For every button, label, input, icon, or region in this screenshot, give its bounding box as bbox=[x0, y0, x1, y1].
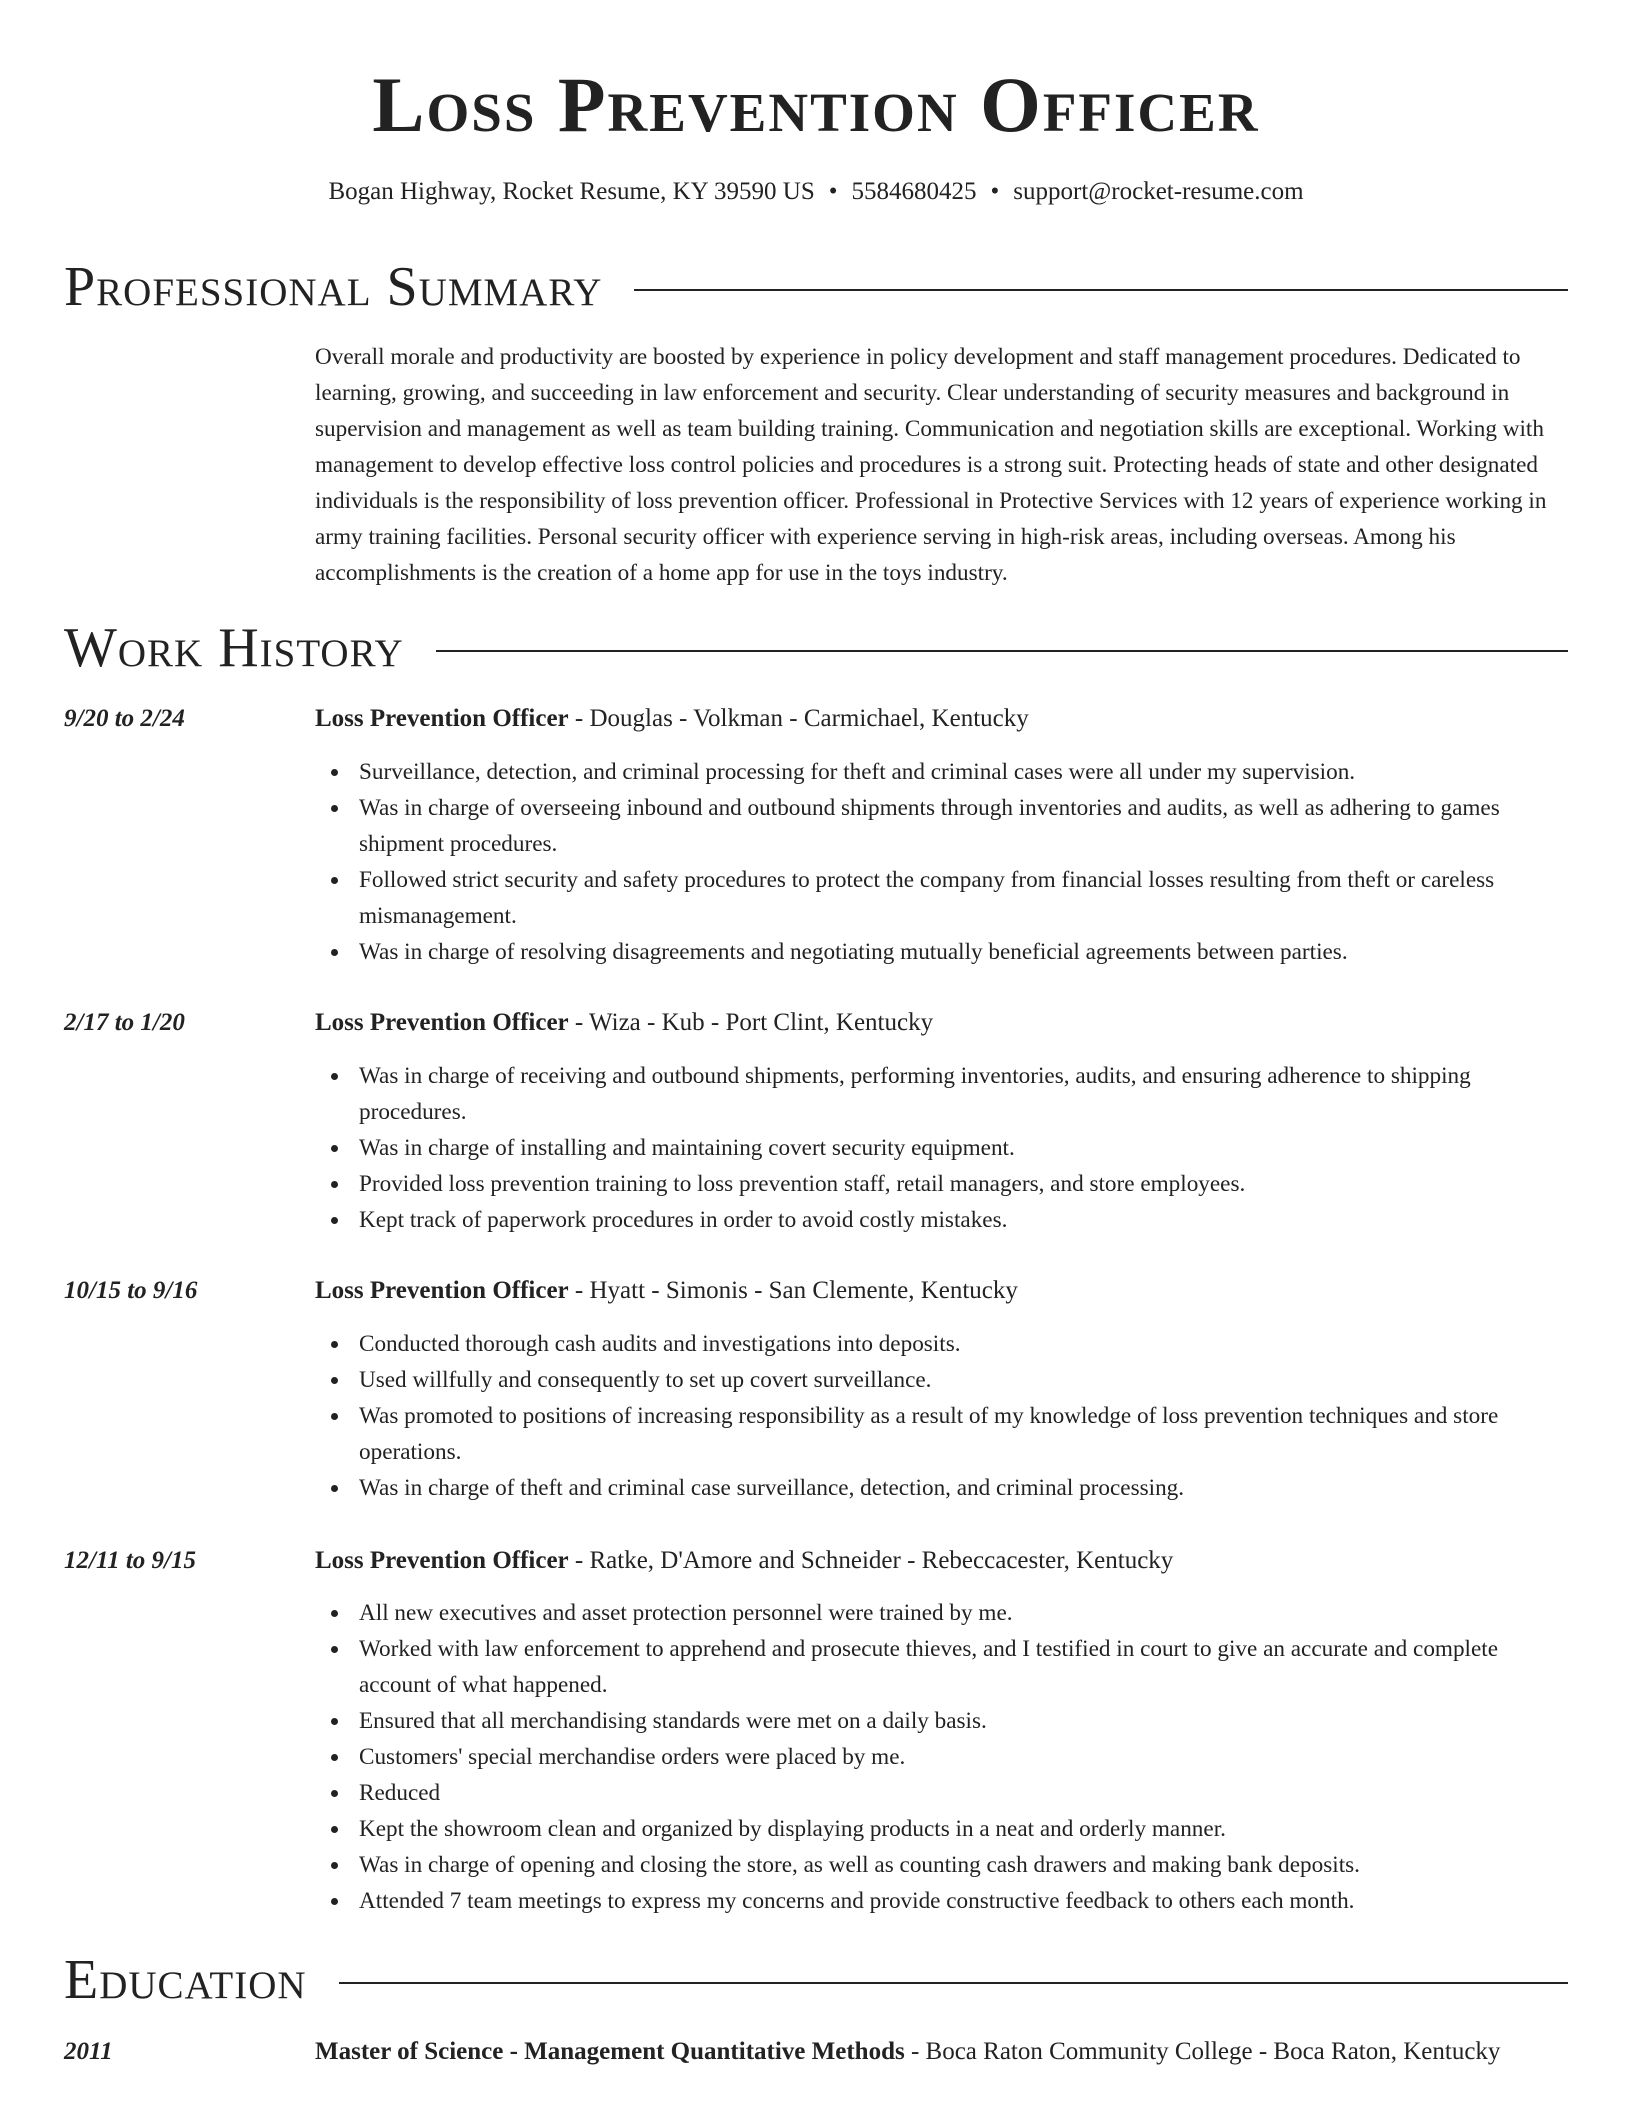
job-bullet: Worked with law enforcement to apprehend and prosecute thieves, and I testified in court to give an accurate and complete account of what happened. bbox=[315, 1631, 1568, 1703]
section-header-education bbox=[64, 1949, 1568, 2011]
job-employer: - Hyatt - Simonis - San Clemente, Kentucky bbox=[568, 1277, 1018, 1304]
job-heading bbox=[315, 1273, 1568, 1309]
section-divider bbox=[339, 1982, 1568, 1984]
job-title: Loss Prevention Officer bbox=[315, 1009, 569, 1036]
education-detail bbox=[315, 2033, 1568, 2071]
job-bullet: Followed strict security and safety procedures to protect the company from financial losses resulting from theft or careless mismanagement. bbox=[315, 862, 1568, 934]
section-divider bbox=[436, 650, 1568, 652]
job-bullet: Surveillance, detection, and criminal processing for theft and criminal cases were all under my supervision. bbox=[315, 754, 1568, 790]
job-bullet: Conducted thorough cash audits and investigations into deposits. bbox=[315, 1326, 1568, 1362]
job-bullet: Ensured that all merchandising standards were met on a daily basis. bbox=[315, 1703, 1568, 1739]
job-dates: 10/15 to 9/16 bbox=[64, 1277, 198, 1304]
job-employer: - Douglas - Volkman - Carmichael, Kentucky bbox=[568, 705, 1029, 732]
section-header-summary bbox=[64, 256, 1568, 318]
job-bullet: Was in charge of theft and criminal case surveillance, detection, and criminal processing. bbox=[315, 1470, 1568, 1506]
job-title: Loss Prevention Officer bbox=[315, 705, 569, 732]
job-bullet: Was in charge of resolving disagreements and negotiating mutually beneficial agreements between parties. bbox=[315, 934, 1568, 970]
contact-address: Bogan Highway, Rocket Resume, KY 39590 US bbox=[328, 178, 815, 205]
job-title: Loss Prevention Officer bbox=[315, 1547, 569, 1574]
job-heading bbox=[315, 701, 1568, 737]
job-bullet: Reduced bbox=[315, 1775, 1568, 1811]
section-title: Professional Summary bbox=[64, 256, 603, 318]
job-bullet: Was in charge of receiving and outbound shipments, performing inventories, audits, and ensuring adherence to shipping procedures. bbox=[315, 1058, 1568, 1130]
section-title: Education bbox=[64, 1949, 307, 2011]
job-bullet: Customers' special merchandise orders were placed by me. bbox=[315, 1739, 1568, 1775]
job-bullet: Was in charge of installing and maintaining covert security equipment. bbox=[315, 1130, 1568, 1166]
education-school: - Boca Raton Community College - Boca Raton, Kentucky bbox=[904, 2038, 1501, 2065]
education-degree: Master of Science - Management Quantitative Methods bbox=[315, 2038, 905, 2065]
job-dates: 9/20 to 2/24 bbox=[64, 705, 185, 732]
job-bullet: Attended 7 team meetings to express my concerns and provide constructive feedback to others each month. bbox=[315, 1883, 1568, 1919]
job-bullets bbox=[315, 1058, 1568, 1238]
contact-separator: • bbox=[828, 178, 838, 205]
job-heading bbox=[315, 1005, 1568, 1041]
job-title: Loss Prevention Officer bbox=[315, 1277, 569, 1304]
section-header-work-history bbox=[64, 617, 1568, 679]
contact-phone: 5584680425 bbox=[851, 178, 977, 205]
summary-text: Overall morale and productivity are boosted by experience in policy development and staff management procedures. Dedicated to learning, growing, and succeeding in law enforcement and security. Clear understanding of security measures and background in supervision and management as well as team building training. Communication and negotiation skills are exceptional. Working with management to develop effective loss control policies and procedures is a strong suit. Protecting heads of state and other designated individuals is the responsibility of loss prevention officer. Professional in Protective Services with 12 years of experience working in army training facilities. Personal security officer with experience serving in high-risk areas, including overseas. Among his accomplishments is the creation of a home app for use in the toys industry. bbox=[315, 344, 1547, 586]
job-heading bbox=[315, 1543, 1568, 1579]
job-employer: - Ratke, D'Amore and Schneider - Rebeccacester, Kentucky bbox=[568, 1547, 1174, 1574]
contact-separator: • bbox=[990, 178, 1000, 205]
job-bullet: Was in charge of overseeing inbound and outbound shipments through inventories and audits, as well as adhering to games shipment procedures. bbox=[315, 790, 1568, 862]
job-bullets bbox=[315, 1595, 1568, 1919]
education-year: 2011 bbox=[64, 2038, 113, 2065]
job-bullet: Used willfully and consequently to set up covert surveillance. bbox=[315, 1362, 1568, 1398]
job-employer: - Wiza - Kub - Port Clint, Kentucky bbox=[568, 1009, 934, 1036]
job-bullet: Kept track of paperwork procedures in order to avoid costly mistakes. bbox=[315, 1202, 1568, 1238]
job-bullets bbox=[315, 1326, 1568, 1506]
job-bullet: Was promoted to positions of increasing responsibility as a result of my knowledge of loss prevention techniques and store operations. bbox=[315, 1398, 1568, 1470]
contact-line bbox=[0, 176, 1632, 208]
section-title: Work History bbox=[64, 617, 404, 679]
job-bullet: Was in charge of opening and closing the store, as well as counting cash drawers and making bank deposits. bbox=[315, 1847, 1568, 1883]
section-divider bbox=[634, 289, 1568, 291]
job-bullet: Provided loss prevention training to loss prevention staff, retail managers, and store employees. bbox=[315, 1166, 1568, 1202]
contact-email: support@rocket-resume.com bbox=[1013, 178, 1304, 205]
candidate-name: Loss Prevention Officer bbox=[372, 61, 1260, 148]
job-bullet: Kept the showroom clean and organized by displaying products in a neat and orderly manner. bbox=[315, 1811, 1568, 1847]
job-dates: 2/17 to 1/20 bbox=[64, 1009, 185, 1036]
job-bullet: All new executives and asset protection personnel were trained by me. bbox=[315, 1595, 1568, 1631]
job-bullets bbox=[315, 754, 1568, 970]
job-dates: 12/11 to 9/15 bbox=[64, 1547, 196, 1574]
